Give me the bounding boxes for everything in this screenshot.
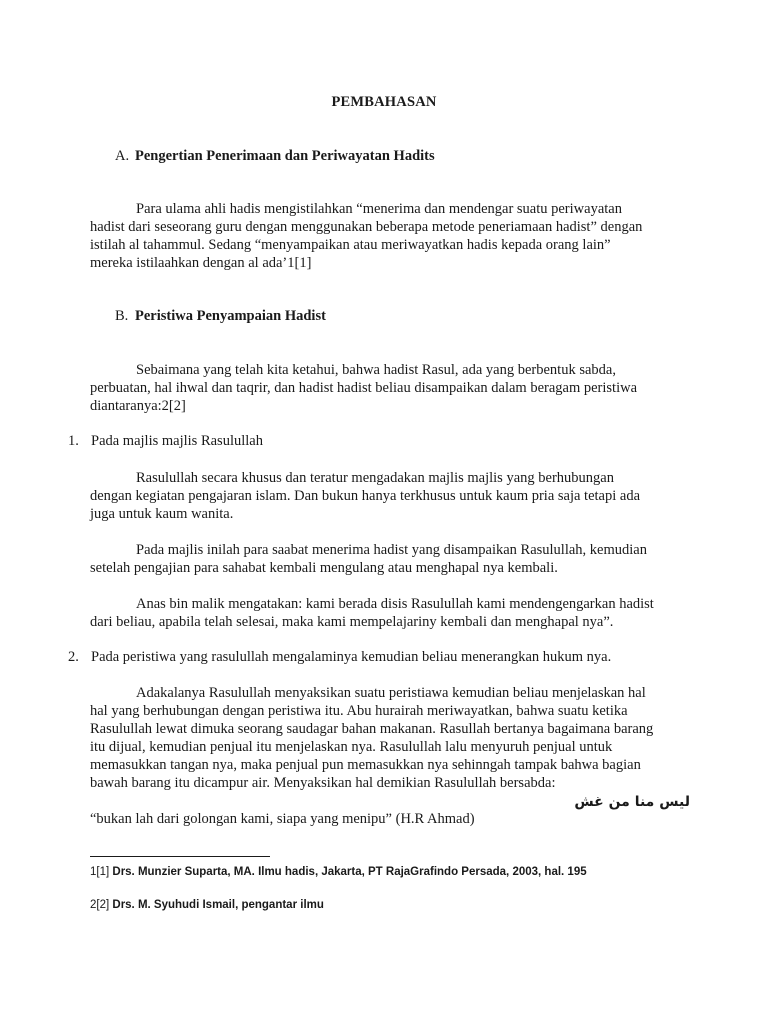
- paragraph-line: Adakalanya Rasulullah menyaksikan suatu peristiawa kemudian beliau menjelaskan hal: [136, 685, 646, 701]
- footnote-1: [90, 866, 587, 878]
- paragraph-line: mereka istilaahkan dengan al ada’1[1]: [90, 255, 312, 271]
- section-a-heading-text: Pengertian Penerimaan dan Periwayatan Hadits: [135, 148, 435, 164]
- list-item-label: Pada peristiwa yang rasulullah mengalaminya kemudian beliau menerangkan hukum nya.: [91, 649, 612, 665]
- paragraph-line: hadist dari seseorang guru dengan menggunakan beberapa metode peneriamaan hadist” dengan: [90, 219, 643, 235]
- paragraph-line: diantaranya:2[2]: [90, 398, 186, 414]
- hadith-translation-quote: “bukan lah dari golongan kami, siapa yang menipu” (H.R Ahmad): [90, 811, 475, 827]
- section-a-heading: [115, 148, 435, 165]
- section-b-heading-text: Peristiwa Penyampaian Hadist: [135, 308, 326, 324]
- section-b-letter: B.: [115, 308, 129, 324]
- paragraph-line: dengan kegiatan pengajaran islam. Dan bukun hanya terkhusus untuk kaum pria saja tetapi ada: [90, 488, 641, 504]
- paragraph-line: Rasulullah lewat dimuka seorang saudagar bahan makanan. Rasullah bertanya bagaimana barang: [90, 721, 654, 737]
- page-title: PEMBAHASAN: [331, 94, 437, 110]
- paragraph-line: hal yang berhubungan dengan peristiwa itu. Abu hurairah meriwayatkan, bahwa suatu ketika: [90, 703, 628, 719]
- list-item-1: [68, 433, 263, 450]
- paragraph-line: perbuatan, hal ihwal dan taqrir, dan hadist hadist beliau disampaikan dalam beragam peristiwa: [90, 380, 638, 396]
- list-item-2: [68, 649, 611, 666]
- paragraph-line: Anas bin malik mengatakan: kami berada disis Rasulullah kami mendengengarkan hadist: [136, 596, 654, 612]
- item-1-paragraph-1: [90, 469, 680, 523]
- paragraph-line: memasukkan tangan nya, maka penjual pun memasukkan nya sehinngah tampak bahwa bagian: [90, 757, 641, 773]
- footnote-text: Drs. Munzier Suparta, MA. Ilmu hadis, Jakarta, PT RajaGrafindo Persada, 2003, hal. 195: [109, 866, 587, 878]
- footnote-mark[interactable]: 2[2]: [90, 899, 110, 911]
- footnote-divider: [90, 856, 270, 857]
- paragraph-line: Para ulama ahli hadis mengistilahkan “menerima dan mendengar suatu periwayatan: [136, 201, 622, 217]
- paragraph-line: bawah barang itu dicampur air. Menyaksikan hal demikian Rasulullah bersabda:: [90, 775, 556, 791]
- paragraph-line: Pada majlis inilah para saabat menerima hadist yang disampaikan Rasulullah, kemudian: [136, 542, 647, 558]
- item-2-paragraph: [90, 684, 680, 792]
- list-item-label: Pada majlis majlis Rasulullah: [91, 433, 263, 449]
- section-b-heading: [115, 308, 326, 325]
- section-b-intro: [90, 361, 680, 415]
- paragraph-line: itu dijual, kemudian penjual itu menjelaskan nya. Rasulullah lalu menyuruh penjual untuk: [90, 739, 613, 755]
- footnote-mark[interactable]: 1[1]: [90, 866, 110, 878]
- paragraph-line: istilah al tahammul. Sedang “menyampaikan atau meriwayatkan hadis kepada orang lain”: [90, 237, 611, 253]
- arabic-hadith-text: ليس منا من غش: [574, 794, 690, 810]
- list-item-number: 2.: [68, 649, 79, 665]
- item-1-paragraph-2: [90, 541, 680, 577]
- list-item-number: 1.: [68, 433, 79, 449]
- section-a-letter: A.: [115, 148, 130, 164]
- paragraph-line: Sebaimana yang telah kita ketahui, bahwa hadist Rasul, ada yang berbentuk sabda,: [136, 362, 616, 378]
- paragraph-line: Rasulullah secara khusus dan teratur mengadakan majlis majlis yang berhubungan: [136, 470, 614, 486]
- paragraph-line: setelah pengajian para sahabat kembali mengulang atau menghapal nya kembali.: [90, 560, 558, 576]
- paragraph-line: dari beliau, apabila telah selesai, maka kami mempelajariny kembali dan menghapal nya”.: [90, 614, 614, 630]
- paragraph-line: juga untuk kaum wanita.: [90, 506, 234, 522]
- section-a-paragraph: [90, 200, 680, 272]
- footnote-text: Drs. M. Syuhudi Ismail, pengantar ilmu: [109, 899, 324, 911]
- item-1-paragraph-3: [90, 595, 680, 631]
- footnote-2: [90, 899, 324, 911]
